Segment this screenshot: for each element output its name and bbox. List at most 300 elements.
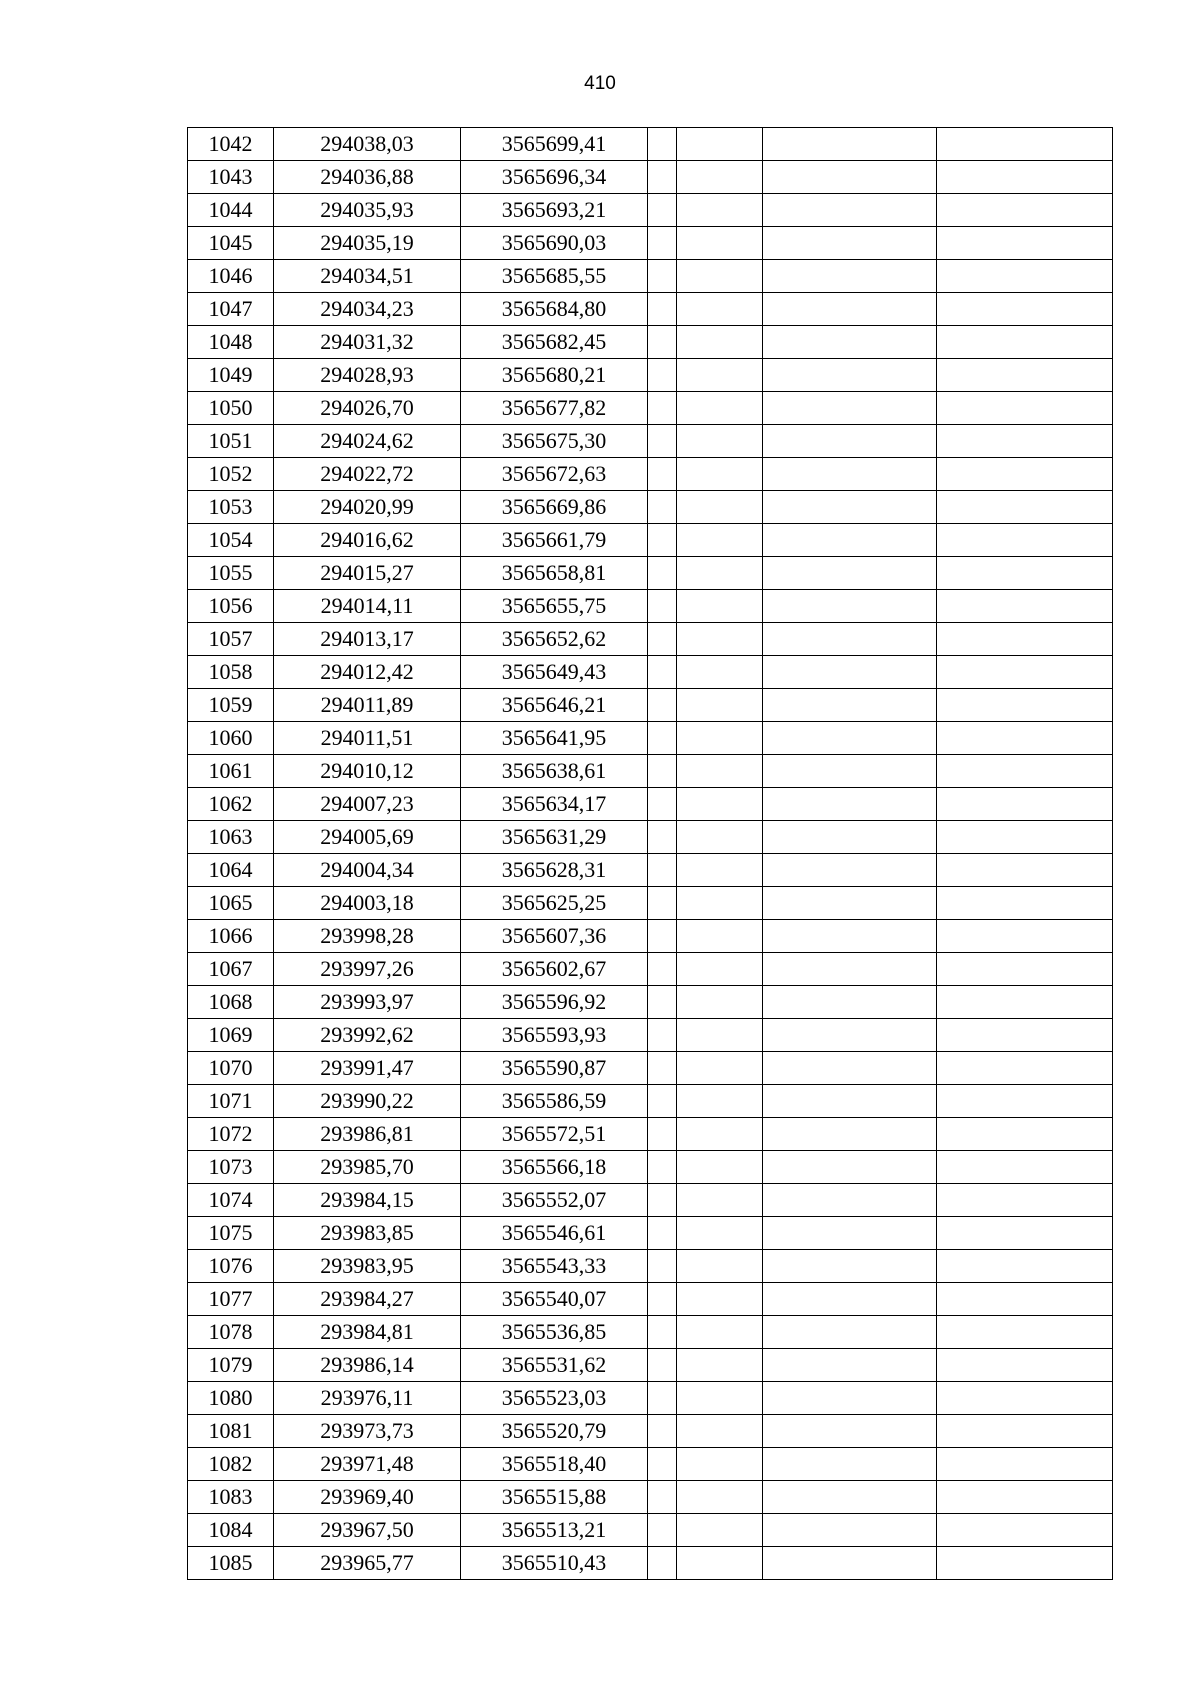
empty-cell bbox=[763, 1415, 937, 1448]
empty-cell bbox=[763, 953, 937, 986]
empty-cell bbox=[763, 260, 937, 293]
point-number-cell: 1048 bbox=[188, 326, 274, 359]
point-number-cell: 1082 bbox=[188, 1448, 274, 1481]
x-coordinate-cell: 294038,03 bbox=[274, 128, 461, 161]
table-row bbox=[188, 425, 1113, 458]
x-coordinate-cell: 293984,15 bbox=[274, 1184, 461, 1217]
page-number: 410 bbox=[584, 73, 616, 94]
y-coordinate-cell: 3565631,29 bbox=[461, 821, 648, 854]
point-number-cell: 1068 bbox=[188, 986, 274, 1019]
empty-cell bbox=[763, 590, 937, 623]
point-number-cell: 1071 bbox=[188, 1085, 274, 1118]
table-row bbox=[188, 1085, 1113, 1118]
table-row bbox=[188, 656, 1113, 689]
table-row bbox=[188, 821, 1113, 854]
point-number-cell: 1047 bbox=[188, 293, 274, 326]
empty-cell bbox=[648, 788, 677, 821]
empty-cell bbox=[677, 1250, 763, 1283]
empty-cell bbox=[648, 161, 677, 194]
x-coordinate-cell: 293983,95 bbox=[274, 1250, 461, 1283]
x-coordinate-cell: 293985,70 bbox=[274, 1151, 461, 1184]
empty-cell bbox=[677, 887, 763, 920]
point-number-cell: 1083 bbox=[188, 1481, 274, 1514]
x-coordinate-cell: 294011,89 bbox=[274, 689, 461, 722]
empty-cell bbox=[763, 623, 937, 656]
x-coordinate-cell: 294024,62 bbox=[274, 425, 461, 458]
y-coordinate-cell: 3565652,62 bbox=[461, 623, 648, 656]
empty-cell bbox=[677, 689, 763, 722]
empty-cell bbox=[937, 1349, 1113, 1382]
empty-cell bbox=[937, 425, 1113, 458]
empty-cell bbox=[677, 227, 763, 260]
table-row bbox=[188, 1547, 1113, 1580]
empty-cell bbox=[763, 557, 937, 590]
empty-cell bbox=[937, 1481, 1113, 1514]
empty-cell bbox=[937, 1250, 1113, 1283]
empty-cell bbox=[677, 623, 763, 656]
x-coordinate-cell: 294003,18 bbox=[274, 887, 461, 920]
x-coordinate-cell: 293992,62 bbox=[274, 1019, 461, 1052]
empty-cell bbox=[763, 1382, 937, 1415]
x-coordinate-cell: 294022,72 bbox=[274, 458, 461, 491]
y-coordinate-cell: 3565515,88 bbox=[461, 1481, 648, 1514]
empty-cell bbox=[763, 1151, 937, 1184]
y-coordinate-cell: 3565625,25 bbox=[461, 887, 648, 920]
empty-cell bbox=[677, 920, 763, 953]
x-coordinate-cell: 293983,85 bbox=[274, 1217, 461, 1250]
table-row bbox=[188, 689, 1113, 722]
point-number-cell: 1077 bbox=[188, 1283, 274, 1316]
y-coordinate-cell: 3565634,17 bbox=[461, 788, 648, 821]
empty-cell bbox=[677, 1283, 763, 1316]
empty-cell bbox=[677, 986, 763, 1019]
empty-cell bbox=[677, 1547, 763, 1580]
empty-cell bbox=[937, 359, 1113, 392]
y-coordinate-cell: 3565649,43 bbox=[461, 656, 648, 689]
point-number-cell: 1056 bbox=[188, 590, 274, 623]
empty-cell bbox=[937, 920, 1113, 953]
empty-cell bbox=[937, 689, 1113, 722]
empty-cell bbox=[763, 326, 937, 359]
empty-cell bbox=[648, 1283, 677, 1316]
empty-cell bbox=[648, 920, 677, 953]
empty-cell bbox=[677, 359, 763, 392]
table-body bbox=[188, 128, 1113, 1580]
table-row bbox=[188, 1184, 1113, 1217]
y-coordinate-cell: 3565602,67 bbox=[461, 953, 648, 986]
empty-cell bbox=[677, 557, 763, 590]
point-number-cell: 1075 bbox=[188, 1217, 274, 1250]
y-coordinate-cell: 3565682,45 bbox=[461, 326, 648, 359]
empty-cell bbox=[937, 227, 1113, 260]
table-row bbox=[188, 1415, 1113, 1448]
empty-cell bbox=[677, 1019, 763, 1052]
empty-cell bbox=[677, 194, 763, 227]
empty-cell bbox=[677, 1382, 763, 1415]
empty-cell bbox=[763, 1514, 937, 1547]
x-coordinate-cell: 293986,81 bbox=[274, 1118, 461, 1151]
empty-cell bbox=[648, 689, 677, 722]
x-coordinate-cell: 294028,93 bbox=[274, 359, 461, 392]
table-row bbox=[188, 953, 1113, 986]
empty-cell bbox=[648, 557, 677, 590]
empty-cell bbox=[763, 194, 937, 227]
x-coordinate-cell: 294035,19 bbox=[274, 227, 461, 260]
table-row bbox=[188, 1316, 1113, 1349]
empty-cell bbox=[937, 557, 1113, 590]
x-coordinate-cell: 294011,51 bbox=[274, 722, 461, 755]
x-coordinate-cell: 293998,28 bbox=[274, 920, 461, 953]
empty-cell bbox=[648, 1151, 677, 1184]
table-row bbox=[188, 1250, 1113, 1283]
empty-cell bbox=[763, 887, 937, 920]
table-row bbox=[188, 524, 1113, 557]
empty-cell bbox=[937, 1052, 1113, 1085]
table-row bbox=[188, 1283, 1113, 1316]
x-coordinate-cell: 294005,69 bbox=[274, 821, 461, 854]
empty-cell bbox=[937, 128, 1113, 161]
empty-cell bbox=[937, 1151, 1113, 1184]
empty-cell bbox=[763, 293, 937, 326]
empty-cell bbox=[677, 491, 763, 524]
y-coordinate-cell: 3565661,79 bbox=[461, 524, 648, 557]
table-row bbox=[188, 128, 1113, 161]
empty-cell bbox=[763, 1085, 937, 1118]
empty-cell bbox=[763, 1547, 937, 1580]
y-coordinate-cell: 3565536,85 bbox=[461, 1316, 648, 1349]
y-coordinate-cell: 3565531,62 bbox=[461, 1349, 648, 1382]
point-number-cell: 1049 bbox=[188, 359, 274, 392]
empty-cell bbox=[937, 1415, 1113, 1448]
x-coordinate-cell: 293997,26 bbox=[274, 953, 461, 986]
empty-cell bbox=[937, 491, 1113, 524]
empty-cell bbox=[648, 1448, 677, 1481]
empty-cell bbox=[648, 458, 677, 491]
empty-cell bbox=[677, 755, 763, 788]
point-number-cell: 1072 bbox=[188, 1118, 274, 1151]
x-coordinate-cell: 293965,77 bbox=[274, 1547, 461, 1580]
empty-cell bbox=[937, 1514, 1113, 1547]
table-row bbox=[188, 359, 1113, 392]
point-number-cell: 1054 bbox=[188, 524, 274, 557]
empty-cell bbox=[763, 128, 937, 161]
empty-cell bbox=[763, 689, 937, 722]
empty-cell bbox=[937, 260, 1113, 293]
y-coordinate-cell: 3565641,95 bbox=[461, 722, 648, 755]
empty-cell bbox=[763, 1316, 937, 1349]
x-coordinate-cell: 293971,48 bbox=[274, 1448, 461, 1481]
empty-cell bbox=[763, 1118, 937, 1151]
empty-cell bbox=[648, 227, 677, 260]
point-number-cell: 1057 bbox=[188, 623, 274, 656]
empty-cell bbox=[677, 161, 763, 194]
table-row bbox=[188, 722, 1113, 755]
y-coordinate-cell: 3565684,80 bbox=[461, 293, 648, 326]
empty-cell bbox=[648, 1019, 677, 1052]
empty-cell bbox=[677, 821, 763, 854]
y-coordinate-cell: 3565675,30 bbox=[461, 425, 648, 458]
y-coordinate-cell: 3565680,21 bbox=[461, 359, 648, 392]
empty-cell bbox=[763, 1349, 937, 1382]
empty-cell bbox=[763, 227, 937, 260]
point-number-cell: 1081 bbox=[188, 1415, 274, 1448]
point-number-cell: 1044 bbox=[188, 194, 274, 227]
y-coordinate-cell: 3565672,63 bbox=[461, 458, 648, 491]
empty-cell bbox=[677, 1151, 763, 1184]
y-coordinate-cell: 3565543,33 bbox=[461, 1250, 648, 1283]
empty-cell bbox=[648, 1382, 677, 1415]
empty-cell bbox=[937, 392, 1113, 425]
x-coordinate-cell: 293973,73 bbox=[274, 1415, 461, 1448]
empty-cell bbox=[937, 821, 1113, 854]
table-row bbox=[188, 590, 1113, 623]
empty-cell bbox=[677, 1217, 763, 1250]
empty-cell bbox=[937, 524, 1113, 557]
point-number-cell: 1067 bbox=[188, 953, 274, 986]
y-coordinate-cell: 3565685,55 bbox=[461, 260, 648, 293]
empty-cell bbox=[648, 425, 677, 458]
empty-cell bbox=[763, 986, 937, 1019]
empty-cell bbox=[763, 359, 937, 392]
table-row bbox=[188, 920, 1113, 953]
empty-cell bbox=[937, 623, 1113, 656]
empty-cell bbox=[648, 722, 677, 755]
y-coordinate-cell: 3565520,79 bbox=[461, 1415, 648, 1448]
empty-cell bbox=[937, 1547, 1113, 1580]
empty-cell bbox=[648, 1316, 677, 1349]
y-coordinate-cell: 3565552,07 bbox=[461, 1184, 648, 1217]
table-row bbox=[188, 491, 1113, 524]
y-coordinate-cell: 3565646,21 bbox=[461, 689, 648, 722]
point-number-cell: 1084 bbox=[188, 1514, 274, 1547]
table-row bbox=[188, 194, 1113, 227]
empty-cell bbox=[937, 1283, 1113, 1316]
empty-cell bbox=[937, 161, 1113, 194]
empty-cell bbox=[677, 1184, 763, 1217]
empty-cell bbox=[763, 788, 937, 821]
empty-cell bbox=[937, 755, 1113, 788]
empty-cell bbox=[648, 293, 677, 326]
table-row bbox=[188, 161, 1113, 194]
empty-cell bbox=[648, 1118, 677, 1151]
x-coordinate-cell: 293993,97 bbox=[274, 986, 461, 1019]
table-row bbox=[188, 1151, 1113, 1184]
empty-cell bbox=[648, 1217, 677, 1250]
point-number-cell: 1085 bbox=[188, 1547, 274, 1580]
empty-cell bbox=[677, 854, 763, 887]
empty-cell bbox=[763, 161, 937, 194]
empty-cell bbox=[648, 491, 677, 524]
point-number-cell: 1069 bbox=[188, 1019, 274, 1052]
empty-cell bbox=[763, 1052, 937, 1085]
empty-cell bbox=[937, 590, 1113, 623]
empty-cell bbox=[648, 1481, 677, 1514]
empty-cell bbox=[763, 854, 937, 887]
point-number-cell: 1045 bbox=[188, 227, 274, 260]
x-coordinate-cell: 294036,88 bbox=[274, 161, 461, 194]
y-coordinate-cell: 3565518,40 bbox=[461, 1448, 648, 1481]
table-row bbox=[188, 1118, 1113, 1151]
x-coordinate-cell: 293990,22 bbox=[274, 1085, 461, 1118]
point-number-cell: 1042 bbox=[188, 128, 274, 161]
empty-cell bbox=[677, 1118, 763, 1151]
point-number-cell: 1079 bbox=[188, 1349, 274, 1382]
table-row bbox=[188, 623, 1113, 656]
empty-cell bbox=[763, 755, 937, 788]
y-coordinate-cell: 3565655,75 bbox=[461, 590, 648, 623]
x-coordinate-cell: 294013,17 bbox=[274, 623, 461, 656]
point-number-cell: 1050 bbox=[188, 392, 274, 425]
empty-cell bbox=[937, 1085, 1113, 1118]
empty-cell bbox=[648, 1184, 677, 1217]
table-row bbox=[188, 755, 1113, 788]
empty-cell bbox=[648, 887, 677, 920]
point-number-cell: 1043 bbox=[188, 161, 274, 194]
x-coordinate-cell: 293967,50 bbox=[274, 1514, 461, 1547]
empty-cell bbox=[648, 821, 677, 854]
x-coordinate-cell: 294016,62 bbox=[274, 524, 461, 557]
empty-cell bbox=[648, 656, 677, 689]
point-number-cell: 1060 bbox=[188, 722, 274, 755]
y-coordinate-cell: 3565699,41 bbox=[461, 128, 648, 161]
empty-cell bbox=[937, 1019, 1113, 1052]
empty-cell bbox=[648, 1514, 677, 1547]
x-coordinate-cell: 294034,23 bbox=[274, 293, 461, 326]
empty-cell bbox=[677, 1349, 763, 1382]
empty-cell bbox=[648, 524, 677, 557]
y-coordinate-cell: 3565566,18 bbox=[461, 1151, 648, 1184]
empty-cell bbox=[937, 1382, 1113, 1415]
table-row bbox=[188, 854, 1113, 887]
empty-cell bbox=[937, 1118, 1113, 1151]
empty-cell bbox=[677, 788, 763, 821]
empty-cell bbox=[763, 458, 937, 491]
empty-cell bbox=[763, 1448, 937, 1481]
empty-cell bbox=[937, 1448, 1113, 1481]
empty-cell bbox=[648, 623, 677, 656]
x-coordinate-cell: 294007,23 bbox=[274, 788, 461, 821]
empty-cell bbox=[648, 392, 677, 425]
empty-cell bbox=[937, 656, 1113, 689]
empty-cell bbox=[648, 953, 677, 986]
empty-cell bbox=[677, 1316, 763, 1349]
empty-cell bbox=[648, 1085, 677, 1118]
empty-cell bbox=[763, 656, 937, 689]
table-row bbox=[188, 260, 1113, 293]
empty-cell bbox=[677, 953, 763, 986]
empty-cell bbox=[677, 128, 763, 161]
empty-cell bbox=[677, 1481, 763, 1514]
point-number-cell: 1062 bbox=[188, 788, 274, 821]
empty-cell bbox=[937, 887, 1113, 920]
x-coordinate-cell: 294034,51 bbox=[274, 260, 461, 293]
empty-cell bbox=[937, 293, 1113, 326]
empty-cell bbox=[677, 722, 763, 755]
y-coordinate-cell: 3565638,61 bbox=[461, 755, 648, 788]
y-coordinate-cell: 3565513,21 bbox=[461, 1514, 648, 1547]
y-coordinate-cell: 3565510,43 bbox=[461, 1547, 648, 1580]
table-row bbox=[188, 1019, 1113, 1052]
table-row bbox=[188, 557, 1113, 590]
x-coordinate-cell: 294031,32 bbox=[274, 326, 461, 359]
coordinates-table bbox=[187, 127, 1113, 1580]
table-row bbox=[188, 227, 1113, 260]
empty-cell bbox=[763, 920, 937, 953]
point-number-cell: 1061 bbox=[188, 755, 274, 788]
empty-cell bbox=[937, 1184, 1113, 1217]
empty-cell bbox=[677, 1085, 763, 1118]
table-row bbox=[188, 1514, 1113, 1547]
x-coordinate-cell: 294014,11 bbox=[274, 590, 461, 623]
empty-cell bbox=[648, 194, 677, 227]
table-row bbox=[188, 326, 1113, 359]
empty-cell bbox=[677, 656, 763, 689]
empty-cell bbox=[937, 1217, 1113, 1250]
x-coordinate-cell: 294020,99 bbox=[274, 491, 461, 524]
y-coordinate-cell: 3565658,81 bbox=[461, 557, 648, 590]
table-row bbox=[188, 458, 1113, 491]
y-coordinate-cell: 3565693,21 bbox=[461, 194, 648, 227]
empty-cell bbox=[677, 425, 763, 458]
empty-cell bbox=[677, 392, 763, 425]
point-number-cell: 1055 bbox=[188, 557, 274, 590]
empty-cell bbox=[763, 1283, 937, 1316]
y-coordinate-cell: 3565607,36 bbox=[461, 920, 648, 953]
empty-cell bbox=[677, 326, 763, 359]
empty-cell bbox=[648, 326, 677, 359]
x-coordinate-cell: 294012,42 bbox=[274, 656, 461, 689]
point-number-cell: 1065 bbox=[188, 887, 274, 920]
empty-cell bbox=[937, 854, 1113, 887]
empty-cell bbox=[648, 128, 677, 161]
table-row bbox=[188, 1052, 1113, 1085]
empty-cell bbox=[677, 293, 763, 326]
empty-cell bbox=[763, 1250, 937, 1283]
table-row bbox=[188, 392, 1113, 425]
point-number-cell: 1076 bbox=[188, 1250, 274, 1283]
empty-cell bbox=[937, 986, 1113, 1019]
empty-cell bbox=[937, 458, 1113, 491]
table-row bbox=[188, 1382, 1113, 1415]
empty-cell bbox=[677, 524, 763, 557]
point-number-cell: 1051 bbox=[188, 425, 274, 458]
y-coordinate-cell: 3565628,31 bbox=[461, 854, 648, 887]
empty-cell bbox=[677, 458, 763, 491]
empty-cell bbox=[648, 1250, 677, 1283]
empty-cell bbox=[648, 260, 677, 293]
y-coordinate-cell: 3565540,07 bbox=[461, 1283, 648, 1316]
point-number-cell: 1070 bbox=[188, 1052, 274, 1085]
empty-cell bbox=[648, 590, 677, 623]
empty-cell bbox=[763, 392, 937, 425]
empty-cell bbox=[937, 953, 1113, 986]
empty-cell bbox=[648, 1547, 677, 1580]
y-coordinate-cell: 3565590,87 bbox=[461, 1052, 648, 1085]
empty-cell bbox=[937, 1316, 1113, 1349]
empty-cell bbox=[648, 359, 677, 392]
table-row bbox=[188, 1217, 1113, 1250]
y-coordinate-cell: 3565669,86 bbox=[461, 491, 648, 524]
x-coordinate-cell: 293986,14 bbox=[274, 1349, 461, 1382]
point-number-cell: 1059 bbox=[188, 689, 274, 722]
point-number-cell: 1074 bbox=[188, 1184, 274, 1217]
empty-cell bbox=[937, 788, 1113, 821]
point-number-cell: 1053 bbox=[188, 491, 274, 524]
point-number-cell: 1052 bbox=[188, 458, 274, 491]
y-coordinate-cell: 3565593,93 bbox=[461, 1019, 648, 1052]
point-number-cell: 1080 bbox=[188, 1382, 274, 1415]
point-number-cell: 1046 bbox=[188, 260, 274, 293]
